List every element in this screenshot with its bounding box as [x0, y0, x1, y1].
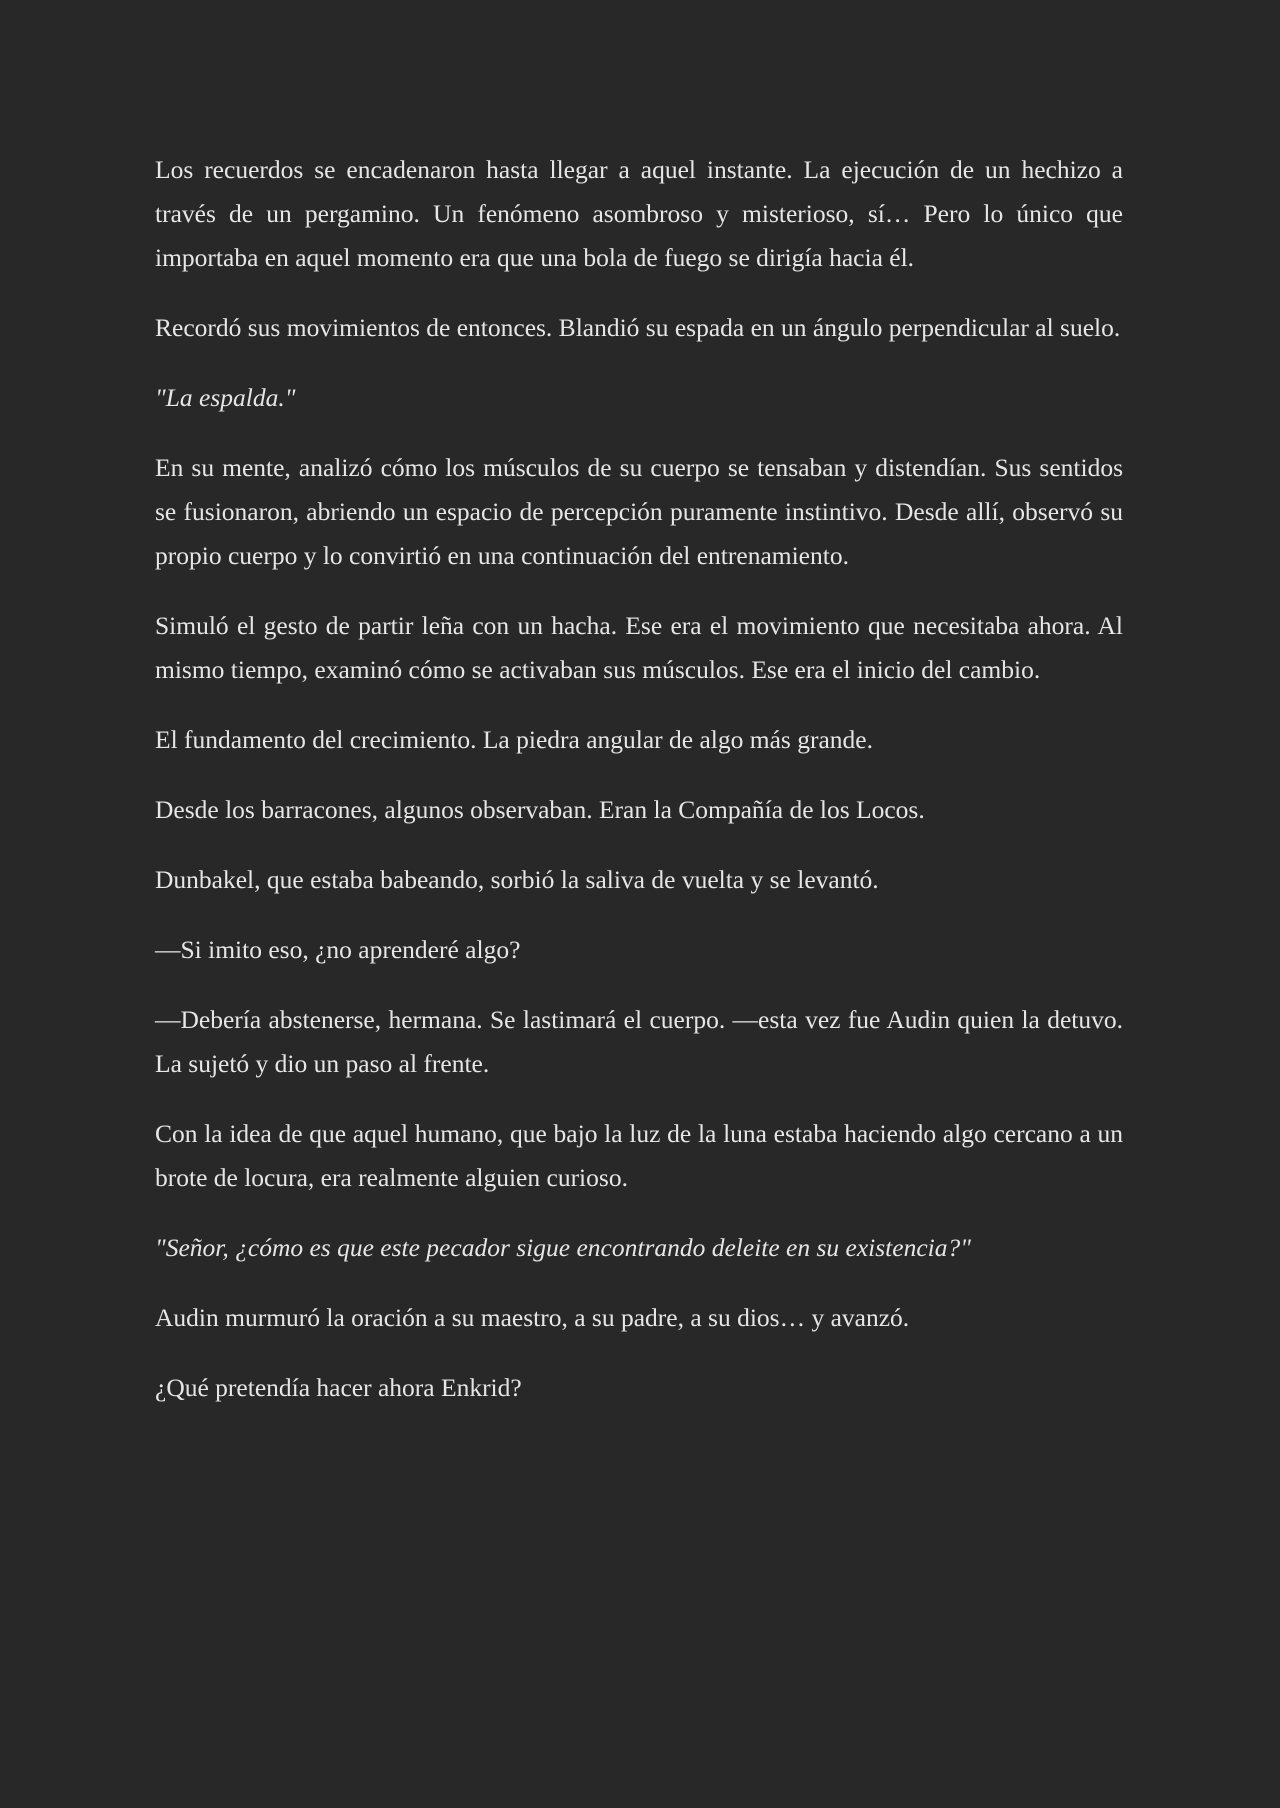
paragraph: Desde los barracones, algunos observaban. Eran la Compañía de los Locos. [155, 795, 925, 824]
paragraph: Dunbakel, que estaba babeando, sorbió la saliva de vuelta y se levantó. [155, 865, 879, 894]
paragraph: ¿Qué pretendía hacer ahora Enkrid? [155, 1373, 522, 1402]
thought-quote: "La espalda." [155, 383, 296, 412]
dialogue-line: —Si imito eso, ¿no aprenderé algo? [155, 935, 521, 964]
paragraph: Audin murmuró la oración a su maestro, a su padre, a su dios… y avanzó. [155, 1303, 910, 1332]
paragraph: En su mente, analizó cómo los músculos de su cuerpo se tensaban y distendían. Sus sentidos se fusionaron, abriendo un espacio de percepción puramente instintivo. Desde allí, observó su propio cuerpo y lo convirtió en una continuación del entrenamiento. [155, 453, 1123, 570]
paragraph: Recordó sus movimientos de entonces. Blandió su espada en un ángulo perpendicular al suelo. [155, 313, 1121, 342]
paragraph: Con la idea de que aquel humano, que bajo la luz de la luna estaba haciendo algo cercano a un brote de locura, era realmente alguien curioso. [155, 1119, 1123, 1192]
paragraph: Simuló el gesto de partir leña con un hacha. Ese era el movimiento que necesitaba ahora. Al mismo tiempo, examinó cómo se activaban sus músculos. Ese era el inicio del cambio. [155, 611, 1123, 684]
document-body [155, 148, 1123, 1436]
paragraph: Los recuerdos se encadenaron hasta llegar a aquel instante. La ejecución de un hechizo a través de un pergamino. Un fenómeno asombroso y misterioso, sí… Pero lo único que importaba en aquel momento era que una bola de fuego se dirigía hacia él. [155, 155, 1123, 272]
prayer-quote: "Señor, ¿cómo es que este pecador sigue encontrando deleite en su existencia?" [155, 1233, 971, 1262]
dialogue-line: —Debería abstenerse, hermana. Se lastimará el cuerpo. —esta vez fue Audin quien la detuvo. La sujetó y dio un paso al frente. [155, 1005, 1123, 1078]
paragraph: El fundamento del crecimiento. La piedra angular de algo más grande. [155, 725, 873, 754]
